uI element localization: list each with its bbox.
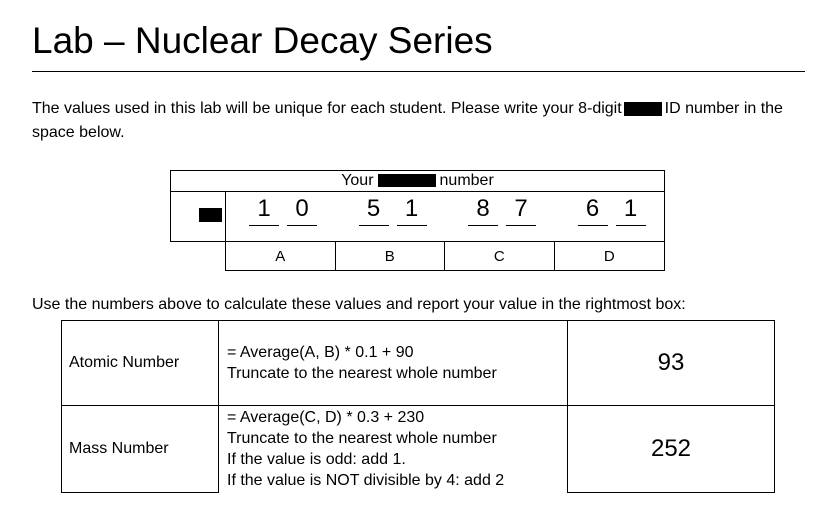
id-digit: 1 — [616, 195, 646, 226]
column-label-b: B — [336, 242, 446, 270]
column-label-c: C — [445, 242, 555, 270]
formula-cell — [219, 406, 568, 493]
id-digit: 1 — [249, 195, 279, 226]
formula-line: = Average(A, B) * 0.1 + 90 — [227, 344, 414, 361]
table-row — [62, 321, 775, 406]
id-digit: 8 — [468, 195, 498, 226]
instructions-text: Use the numbers above to calculate these values and report your value in the rightmost box: — [32, 296, 686, 313]
id-lead-cell — [170, 191, 226, 242]
redaction-block — [624, 102, 662, 116]
answer-box: 93 — [568, 321, 775, 406]
value-name: Mass Number — [62, 406, 219, 493]
values-table — [61, 320, 775, 493]
title-divider — [32, 71, 805, 72]
id-digit: 0 — [287, 195, 317, 226]
digit-cell-a — [226, 191, 336, 241]
formula-line: If the value is NOT divisible by 4: add 2 — [227, 472, 505, 490]
digit-cell-d — [555, 191, 665, 241]
formula-cell — [219, 321, 568, 406]
digit-cell-b — [336, 191, 446, 241]
formula-line: Truncate to the nearest whole number — [227, 430, 497, 448]
table-row — [62, 406, 775, 493]
column-label-a: A — [226, 242, 336, 270]
page-title: Lab – Nuclear Decay Series — [32, 20, 493, 61]
id-header-right: number — [439, 172, 494, 189]
intro-paragraph — [32, 97, 792, 145]
id-label-row — [225, 241, 665, 271]
intro-text-part1: The values used in this lab will be unique for each student. Please write your 8-digit — [32, 100, 622, 117]
id-digit: 1 — [397, 195, 427, 226]
id-digit-row — [225, 191, 665, 242]
id-digit: 7 — [506, 195, 536, 226]
digit-cell-c — [445, 191, 555, 241]
redaction-block — [378, 174, 436, 187]
id-table-header — [170, 170, 665, 192]
column-label-d: D — [603, 248, 615, 265]
redaction-block — [199, 208, 222, 222]
formula-line: Truncate to the nearest whole number — [227, 365, 497, 382]
formula-line: = Average(C, D) * 0.3 + 230 — [227, 409, 425, 427]
id-digit: 6 — [578, 195, 608, 226]
answer-box: 252 — [568, 406, 775, 493]
id-digit: 5 — [359, 195, 389, 226]
intro-text-part2: ID number in the space below. — [32, 100, 783, 141]
id-header-left: Your — [341, 172, 374, 189]
value-name: Atomic Number — [62, 321, 219, 406]
formula-line: If the value is odd: add 1. — [227, 451, 406, 469]
